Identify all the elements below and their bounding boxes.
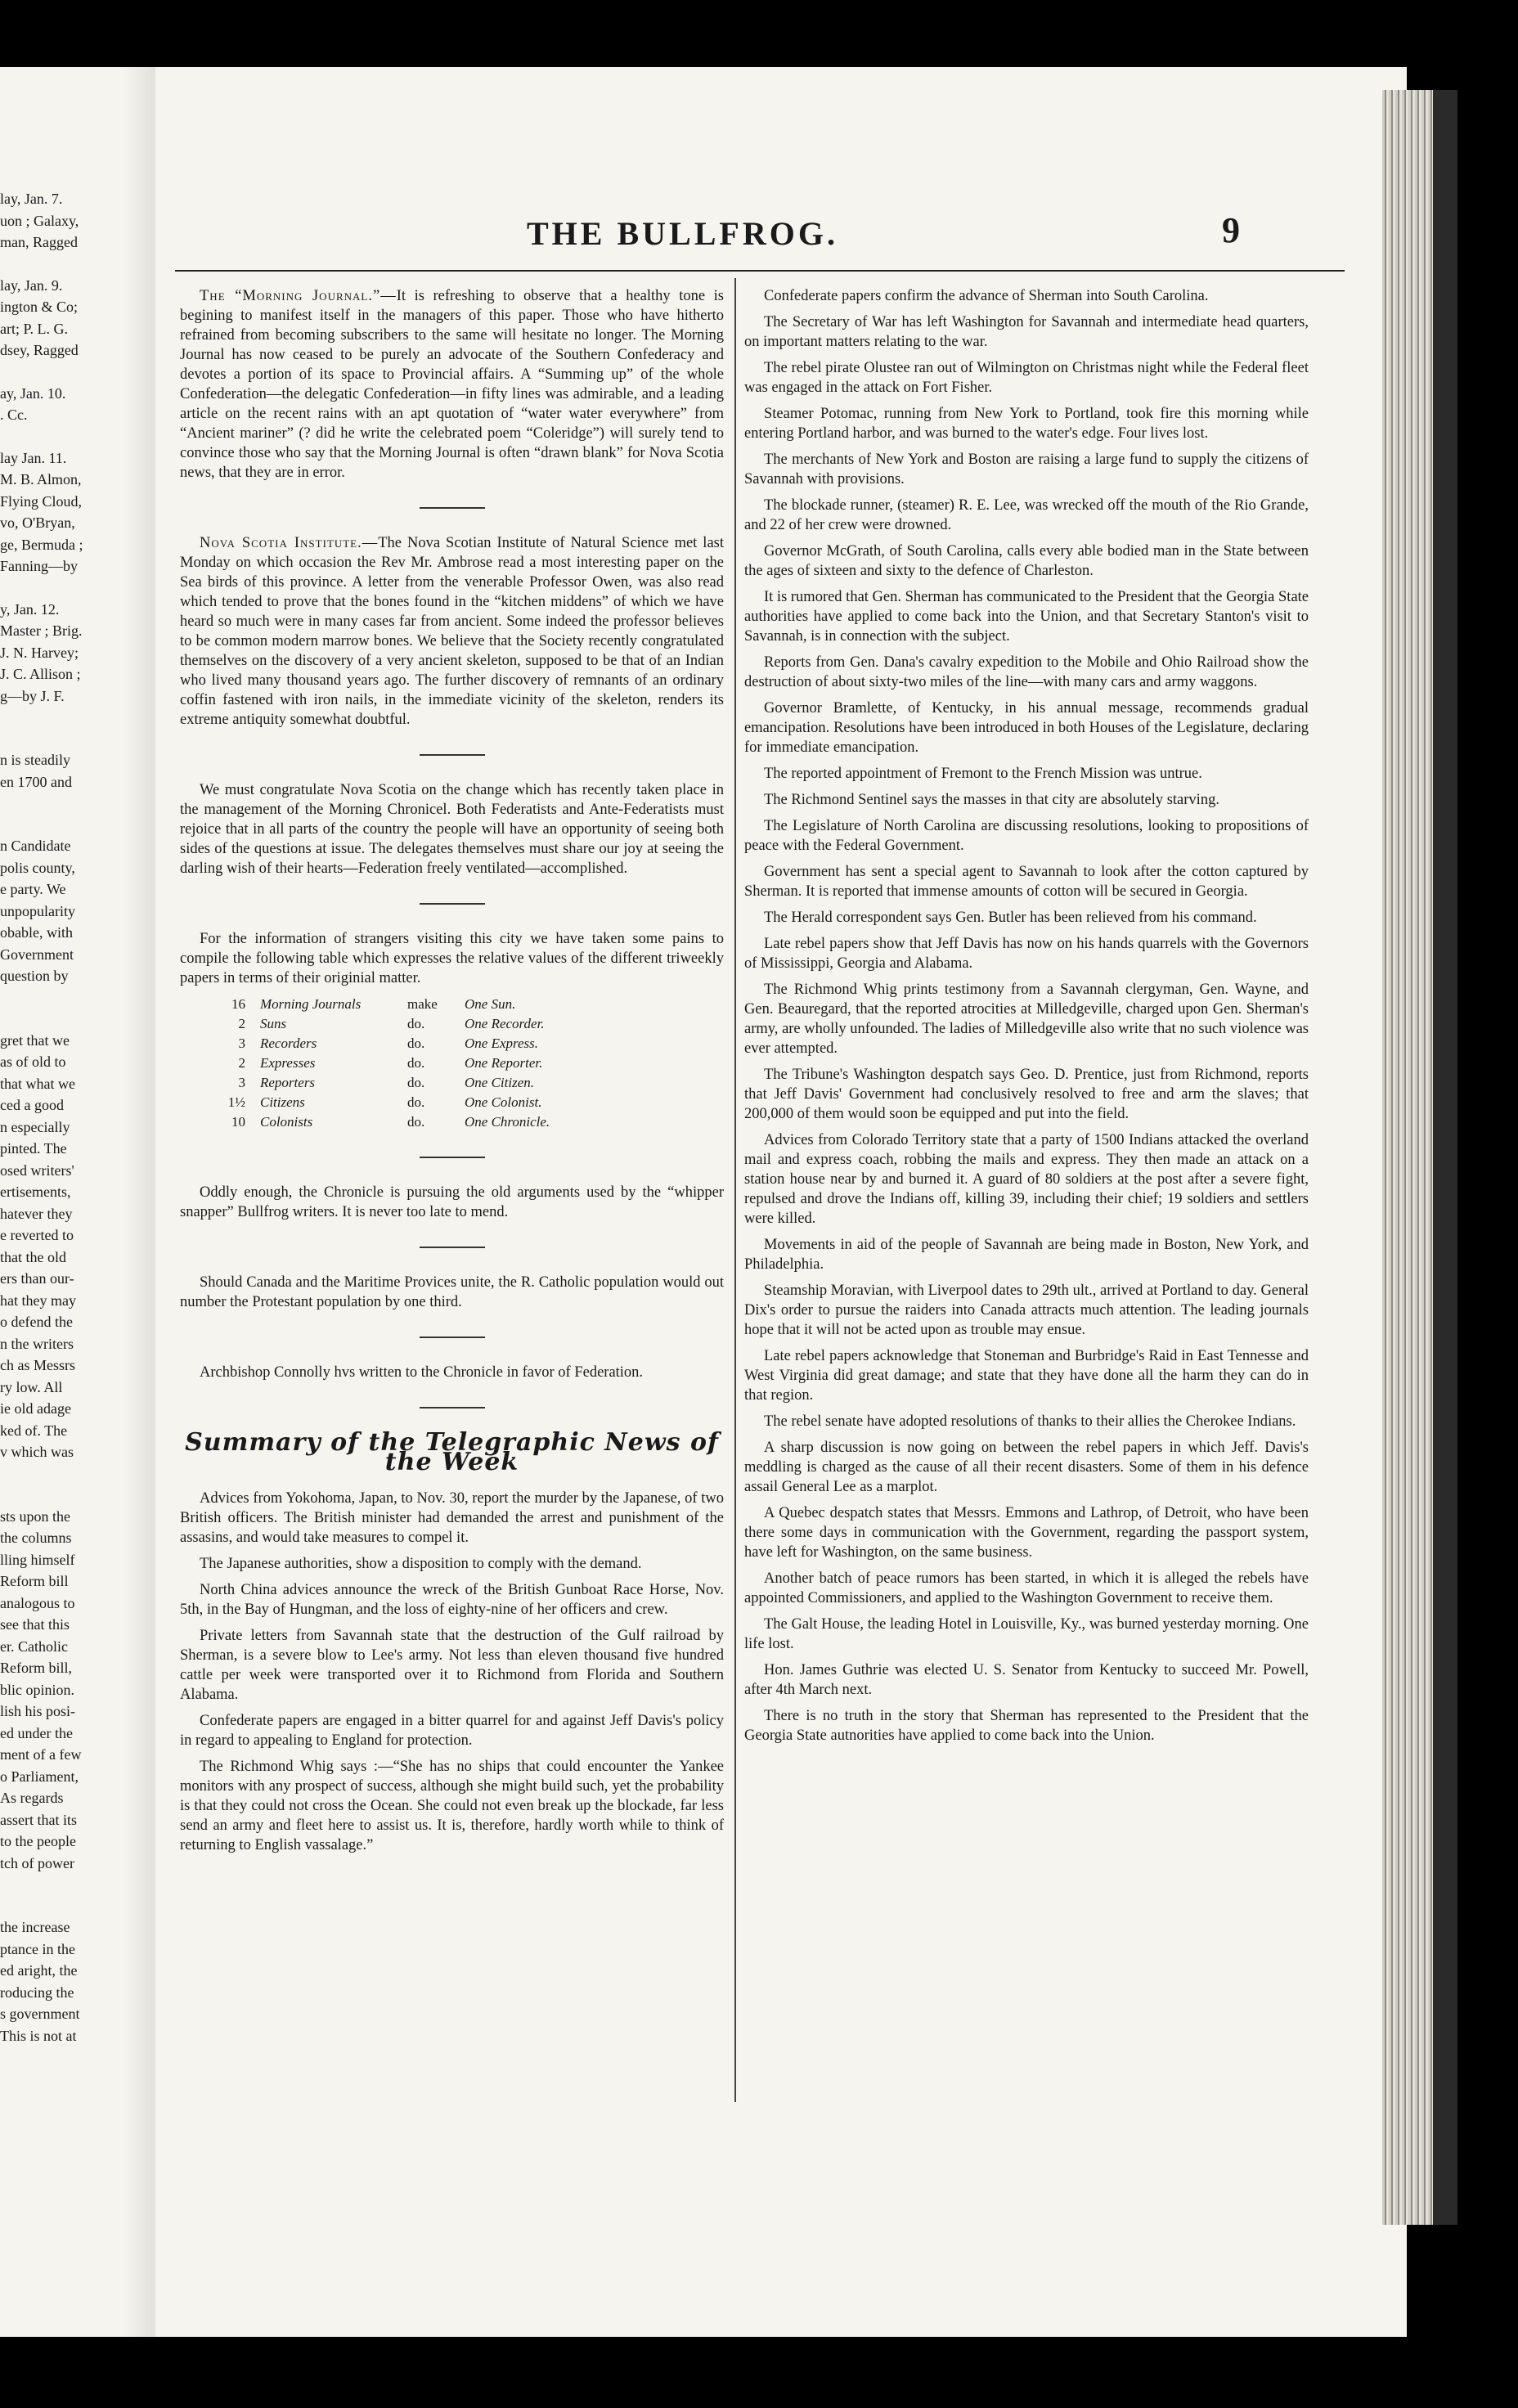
table-cell: do. (407, 1016, 425, 1031)
strip-gap (0, 254, 168, 275)
table-cell: Reporters (260, 1075, 316, 1090)
strip-line: unpopularity (0, 902, 75, 919)
strip-line: n Candidate (0, 838, 71, 854)
news-item: The reported appointment of Fremont to the French Mission was untrue. (764, 766, 1202, 782)
table-row (180, 1054, 724, 1073)
separator (420, 1247, 485, 1248)
strip-line: J. C. Allison ; (0, 666, 81, 682)
strip-line: Government (0, 946, 74, 963)
strip-line: n is steadily (0, 752, 70, 768)
strip-line: As regards (0, 1790, 64, 1806)
strip-line: Master ; Brig. (0, 622, 83, 639)
strip-line: e reverted to (0, 1227, 74, 1243)
strip-line: v which was (0, 1444, 74, 1460)
news-item: Government has sent a special agent to Savannah to look after the cotton captured by Sherman. It is reported that immense amounts of cotton will be secured in Georgia. (744, 864, 1309, 900)
strip-line: ch as Messrs (0, 1357, 75, 1373)
news-item: The Richmond Whig prints testimony from a Savannah clergyman, Gen. Wayne, and Gen. Beauregard, that the reported atrocities at Milledgeville, charged upon Gen. Sherman's army, are wholly unfounded. The ladies of Milledgeville also write that no such violence was ever attempted. (744, 982, 1309, 1057)
strip-line: er. Catholic (0, 1638, 68, 1655)
news-item: North China advices announce the wreck of the British Gunboat Race Horse, Nov. 5th, in the Bay of Hungman, and the loss of eighty-nine of her officers and crew. (180, 1582, 724, 1618)
page-edge (1382, 90, 1433, 2225)
strip-line: roducing the (0, 1983, 74, 2001)
strip-line: s government (0, 2006, 80, 2022)
strip-line: o defend the (0, 1314, 73, 1330)
news-item: Advices from Colorado Territory state that a party of 1500 Indians attacked the overland mail and express coach, robbing the mails and express. They then made an attack on a station house near by and burned it. A guard of 80 soldiers at the post after a severe fight, repulsed and drove the Indians off, killing 39, including their chief; 19 soldiers and settlers were killed. (744, 1132, 1309, 1227)
summary-list (180, 1489, 724, 1855)
news-item: It is rumored that Gen. Sherman has communicated to the President that the Georgia State authorities have applied to come back into the Union, and that Secretary Stanton's visit to Savannah, is in connection with the subject. (744, 589, 1309, 645)
strip-line: lay, Jan. 7. (0, 191, 63, 207)
separator (420, 1337, 485, 1338)
strip-line: en 1700 and (0, 773, 72, 790)
strip-line: polis county, (0, 859, 75, 876)
strip-line: ington & Co; (0, 299, 79, 315)
column-rule (734, 278, 736, 2102)
strip-line: ed aright, the (0, 1962, 78, 1979)
strip-gap (0, 577, 168, 599)
strip-line: ertisements, (0, 1184, 71, 1200)
table-cell: One Sun. (465, 996, 516, 1012)
strip-line: n especially (0, 1118, 70, 1135)
strip-line: ie old adage (0, 1400, 71, 1417)
masthead-title: THE BULLFROG. (527, 215, 838, 252)
strip-line: ment of a few (0, 1746, 82, 1763)
strip-line: This is not at (0, 2027, 77, 2044)
news-item: The rebel pirate Olustee ran out of Wilmington on Christmas night while the Federal fleet was engaged in the attack on Fort Fisher. (744, 360, 1309, 396)
strip-line: hat they may (0, 1292, 76, 1309)
column-right (744, 286, 1309, 1752)
strip-line: ed under the (0, 1724, 73, 1741)
strip-gap (0, 814, 168, 835)
news-item: The merchants of New York and Boston are raising a large fund to supply the citizens of Savannah with provisions. (744, 452, 1309, 487)
strip-line: Flying Cloud, (0, 492, 83, 510)
nova-scotia-institute-item (180, 533, 724, 730)
item-heading: The “Morning Journal.”— (200, 288, 397, 304)
archbishop-item: Archbishop Connolly hvs written to the Chronicle in favor of Federation. (200, 1364, 644, 1381)
header-rule (175, 270, 1345, 272)
strip-gap (0, 987, 168, 1009)
table-cell: One Recorder. (465, 1016, 545, 1031)
strip-line: o Parliament, (0, 1768, 79, 1785)
table-cell: 10 (231, 1114, 245, 1130)
news-item: Governor Bramlette, of Kentucky, in his annual message, recommends gradual emancipation. Resolutions have been introduced in both Houses of the Legislature, declaring for immediate emancipation. (744, 700, 1309, 756)
strip-line: uon ; Galaxy, (0, 212, 79, 229)
page-edge-shadow (1433, 90, 1457, 2225)
table-cell: Recorders (260, 1036, 317, 1051)
strip-line: lish his posi- (0, 1703, 76, 1719)
table-cell: do. (407, 1075, 425, 1090)
item-heading: Nova Scotia Institute.— (200, 535, 379, 551)
strip-line: Reform bill (0, 1573, 69, 1589)
strip-line: gret that we (0, 1031, 70, 1049)
separator (420, 507, 485, 509)
strip-line: ers than our- (0, 1270, 74, 1287)
table-cell: 16 (231, 996, 245, 1012)
strip-line: ry low. All (0, 1378, 63, 1395)
strip-line: ay, Jan. 10. (0, 384, 66, 402)
news-item: The Japanese authorities, show a disposition to comply with the demand. (200, 1556, 642, 1572)
strip-line: n the writers (0, 1335, 74, 1352)
table-cell: One Express. (465, 1036, 539, 1051)
strip-line: ced a good (0, 1097, 64, 1113)
news-item: A sharp discussion is now going on between the rebel papers in which Jeff. Davis's meddling is charged as the cause of all their recent disasters. Some of them in his defence assail General Lee as a marplot. (744, 1440, 1309, 1495)
news-item: The Richmond Sentinel says the masses in that city are absolutely starving. (764, 792, 1219, 808)
news-item: Late rebel papers show that Jeff Davis has now on his hands quarrels with the Governors of Mississippi, Georgia and Alabama. (744, 936, 1309, 972)
strip-gap (0, 426, 168, 447)
should-canada-item: Should Canada and the Maritime Provices unite, the R. Catholic population would out number the Protestant population by one third. (180, 1274, 724, 1310)
strip-line: g—by J. F. (0, 687, 65, 704)
news-item: The Richmond Whig says :—“She has no ships that could encounter the Yankee monitors with any prospect of success, although she might build such, yet the probability is that they could not cross the Ocean. She could not even break up the blockade, far less send an army and fleet here to assist us. It is, therefore, hardly worth while to think of returning to English vassalage.” (180, 1759, 724, 1853)
separator (420, 903, 485, 905)
oddly-enough-item: Oddly enough, the Chronicle is pursuing the old arguments used by the “whipper snapper” Bullfrog writers. It is never too late to mend. (180, 1184, 724, 1220)
strip-gap (0, 1009, 168, 1030)
summary-heading: Summary of the Telegraphic News of the Week (185, 1428, 719, 1476)
table-cell: Expresses (260, 1055, 316, 1071)
news-item: The Galt House, the leading Hotel in Louisville, Ky., was burned yesterday morning. One life lost. (744, 1616, 1309, 1652)
table-cell: make (407, 996, 438, 1012)
strip-line: J. N. Harvey; (0, 644, 79, 661)
strip-line: ptance in the (0, 1940, 75, 1957)
news-item: Steamship Moravian, with Liverpool dates to 29th ult., arrived at Portland to day. General Dix's order to pursue the raiders into Canada attracts much attention. The leading journals hope that it will not be acted upon as trouble may ensue. (744, 1283, 1309, 1338)
table-cell: do. (407, 1036, 425, 1051)
strip-line: pinted. The (0, 1140, 67, 1157)
strip-line: that what we (0, 1075, 75, 1092)
separator (420, 754, 485, 756)
news-item: The Secretary of War has left Washington for Savannah and intermediate head quarters, on important matters relating to the war. (744, 314, 1309, 350)
table-cell: One Citizen. (465, 1075, 534, 1090)
strangers-intro: For the information of strangers visiting this city we have taken some pains to compile the following table which expresses the relative values of the different triweekly papers in terms of their originial matter. (180, 931, 724, 986)
news-item: Reports from Gen. Dana's cavalry expedition to the Mobile and Ohio Railroad show the destruction of about sixty-two miles of the line—with many cars and army waggons. (744, 654, 1309, 690)
strip-line: ked of. The (0, 1422, 68, 1439)
strip-line: M. B. Almon, (0, 471, 82, 487)
news-item: The Legislature of North Carolina are discussing resolutions, looking to propositions of peace with the Federal Government. (744, 818, 1309, 854)
table-cell: 2 (238, 1055, 245, 1071)
strip-line: lling himself (0, 1551, 75, 1568)
strip-line: man, Ragged (0, 234, 78, 250)
news-item: There is no truth in the story that Sherman has represented to the President that the Georgia State autnorities have applied to come back into the Union. (744, 1708, 1309, 1744)
column-left (180, 286, 724, 1862)
strip-line: obable, with (0, 924, 73, 941)
table-cell: One Colonist. (465, 1094, 542, 1110)
news-item: Advices from Yokohoma, Japan, to Nov. 30, report the murder by the Japanese, of two British officers. The British minister had demanded the arrest and punishment of the assasins, and would take measures to compel it. (180, 1490, 724, 1546)
strip-line: osed writers' (0, 1161, 74, 1179)
strip-gap (0, 707, 168, 728)
strip-line: hatever they (0, 1205, 73, 1222)
table-cell: One Chronicle. (465, 1114, 550, 1130)
separator (420, 1157, 485, 1158)
news-item: Hon. James Guthrie was elected U. S. Senator from Kentucky to succeed Mr. Powell, after 4th March next. (744, 1662, 1309, 1698)
table-cell: do. (407, 1055, 425, 1071)
morning-journal-item (180, 286, 724, 483)
news-item: A Quebec despatch states that Messrs. Emmons and Lathrop, of Detroit, who have been there some days in communication with the Government, regarding the passport system, have left for Washington, on the same business. (744, 1505, 1309, 1561)
news-item: Steamer Potomac, running from New York to Portland, took fire this morning while entering Portland harbor, and was burned to the water's edge. Four lives lost. (744, 406, 1309, 442)
strip-line: sts upon the (0, 1507, 71, 1525)
table-cell: 3 (238, 1075, 245, 1090)
strip-line: blic opinion. (0, 1681, 74, 1698)
table-row (180, 1034, 724, 1054)
chronicle-change-item: We must congratulate Nova Scotia on the change which has recently taken place in the management of the Morning Chronicel. Both Federatists and Ante-Federatists must rejoice that in all parts of the country the people will have an opportunity of seeing both sides of the questions at issue. The delegates themselves must share our joy at seeing the darling wish of their hearts—Federation freely ventilated—accomplished. (180, 782, 724, 877)
news-item: Movements in aid of the people of Savannah are being made in Boston, New York, and Philadelphia. (744, 1237, 1309, 1273)
table-cell: Suns (260, 1016, 287, 1031)
strip-line: art; P. L. G. (0, 320, 68, 337)
strip-line: tch of power (0, 1854, 74, 1871)
separator (420, 1407, 485, 1408)
table-cell: Colonists (260, 1114, 313, 1130)
table-cell: do. (407, 1094, 425, 1110)
strip-gap (0, 1485, 168, 1506)
facing-page-strip (0, 188, 168, 2044)
strip-line: the increase (0, 1919, 70, 1935)
strip-line: analogous to (0, 1594, 75, 1611)
strip-line: ge, Bermuda ; (0, 536, 83, 553)
page-header (175, 210, 1345, 263)
news-item: Confederate papers are engaged in a bitter quarrel for and against Jeff Davis's policy in regard to appealing to England for protection. (180, 1713, 724, 1749)
table-row (180, 1014, 724, 1034)
strip-line: as of old to (0, 1054, 66, 1070)
table-cell: 2 (238, 1016, 245, 1031)
news-item: Confederate papers confirm the advance of Sherman into South Carolina. (764, 288, 1209, 304)
news-item: The Tribune's Washington despatch says Geo. D. Prentice, just from Richmond, reports that Jeff Davis' Government had conclusively resolved to free and arm the slaves; that 200,000 of them would soon be equipped and put into the field. (744, 1067, 1309, 1122)
news-item: Private letters from Savannah state that the destruction of the Gulf railroad by Sherman, is a severe blow to Lee's army. Not less than eleven thousand five hundred cattle per week were transported over it to Richmond from Florida and Southern Alabama. (180, 1628, 724, 1703)
strip-gap (0, 362, 168, 383)
strip-line: Fanning—by (0, 558, 79, 574)
strip-line: that the old (0, 1248, 66, 1265)
strip-line: lay Jan. 11. (0, 449, 67, 466)
strip-gap (0, 728, 168, 749)
news-item: Governor McGrath, of South Carolina, calls every able bodied man in the State between the ages of sixteen and sixty to the defence of Charleston. (744, 543, 1309, 579)
table-row (180, 1112, 724, 1132)
strip-line: to the people (0, 1833, 76, 1849)
news-item: Late rebel papers acknowledge that Stoneman and Burbridge's Raid in East Tennesse and West Virginia did great damage; and state that they have done all the harm they can do in that region. (744, 1348, 1309, 1404)
table-row (180, 1093, 724, 1112)
strip-line: question by (0, 968, 69, 984)
strip-gap (0, 793, 168, 814)
strip-line: lay, Jan. 9. (0, 276, 63, 294)
item-text: The Nova Scotian Institute of Natural Science met last Monday on which occasion the Rev Mr. Ambrose read a most interesting paper on the Sea birds of this province. A letter from the venerable Professor Owen, was also read which tended to prove that the bones found in the “kitchen middens” of which we have heard so much were in many cases far from ancient. Some indeed the professor believes to be common modern marrow bones. We believe that the Society recently congratulated themselves on the discovery of a very ancient skeleton, supposed to be that of an Indian who lived many thousand years ago. The further discovery of remnants of an ordinary coffin fastened with iron nails, in the immediate vicinity of the skeleton, renders its extreme antiquity somewhat doubtful. (180, 535, 724, 728)
table-cell: 3 (238, 1036, 245, 1051)
strip-line: vo, O'Bryan, (0, 514, 75, 531)
strip-line: the columns (0, 1530, 72, 1546)
table-cell: 1½ (227, 1094, 245, 1110)
table-row (180, 995, 724, 1014)
item-text: It is refreshing to observe that a healthy tone is begining to manifest itself in the managers of this paper. Those who have hitherto refrained from becoming subscribers to the same will hesitate no longer. The Morning Journal has now ceased to be purely an advocate of the Southern Confederacy and devotes a portion of its space to Provincial affairs. A “Summing up” of the whole Confederation—the delegatic Confederation—in fifty lines was admirable, and a leading article on the recent rains with an apt quotation of “water water everywhere” from “Ancient mariner” (? did he write the celebrated poem “Coleridge”) will surely tend to convince those who say that the Morning Journal is often “drawn blank” for Nova Scotia news, that they are in error. (180, 288, 725, 481)
strip-gap (0, 1463, 168, 1485)
strip-gap (0, 1874, 168, 1895)
strip-line: see that this (0, 1616, 70, 1633)
page-number: 9 (1222, 210, 1240, 250)
strip-line: Reform bill, (0, 1660, 72, 1676)
strip-line: y, Jan. 12. (0, 600, 60, 618)
table-row (180, 1073, 724, 1093)
news-item: The blockade runner, (steamer) R. E. Lee, was wrecked off the mouth of the Rio Grande, and 22 of her crew were drowned. (744, 497, 1309, 533)
strip-line: . Cc. (0, 407, 28, 423)
table-cell: Morning Journals (260, 996, 362, 1012)
news-item: The Herald correspondent says Gen. Butler has been relieved from his command. (764, 910, 1257, 926)
table-cell: One Reporter. (465, 1055, 543, 1071)
news-item: The rebel senate have adopted resolutions of thanks to their allies the Cherokee Indians. (764, 1413, 1296, 1430)
strip-line: e party. We (0, 881, 66, 897)
table-cell: Citizens (260, 1094, 305, 1110)
strip-gap (0, 1895, 168, 1916)
paper-values-table (180, 995, 724, 1132)
strip-line: assert that its (0, 1811, 77, 1828)
news-item: Another batch of peace rumors has been started, in which it is alleged the rebels have appointed Commissioners, and applied to the Washington Government to receive them. (744, 1570, 1309, 1606)
strip-line: dsey, Ragged (0, 342, 79, 358)
table-cell: do. (407, 1114, 425, 1130)
